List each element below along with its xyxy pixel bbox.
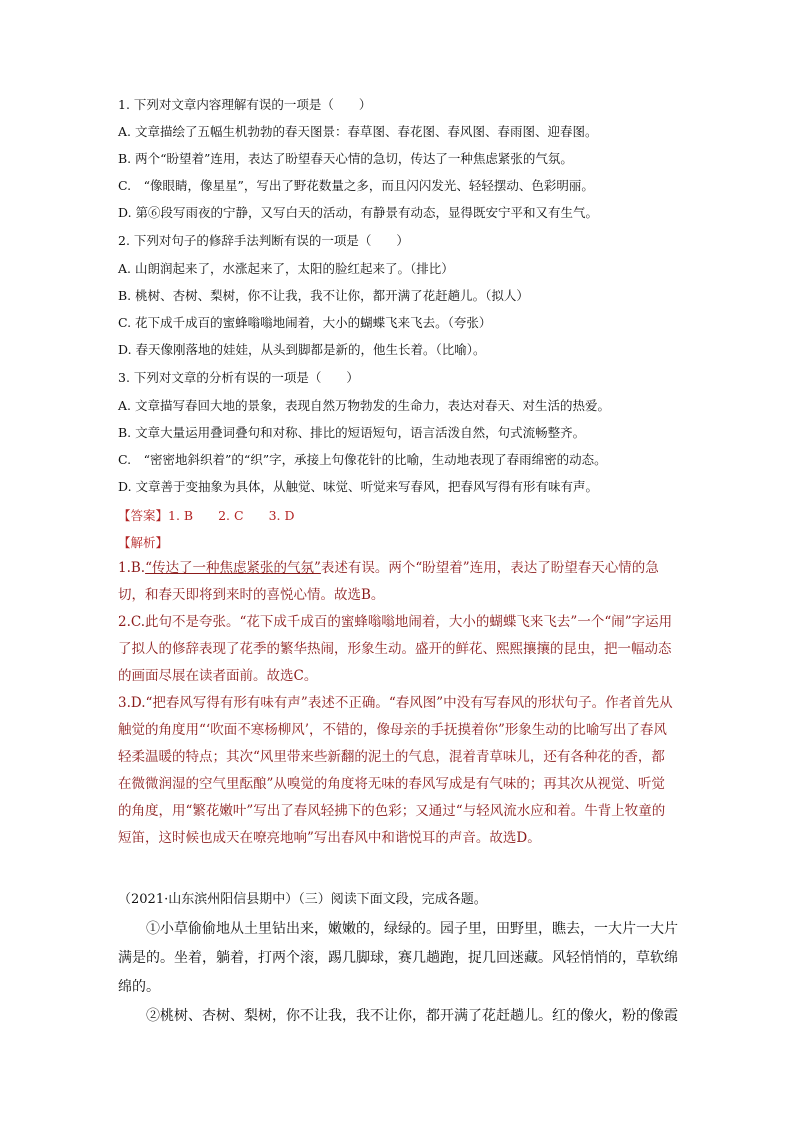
q3-option-a: A. 文章描写春回大地的景象，表现自然万物勃发的生命力，表达对春天、对生活的热爱。 [118,398,610,413]
q1-option-c: C. “像眼睛，像星星”，写出了野花数量之多，而且闪闪发光、轻轻摆动、色彩明丽。 [118,178,594,193]
analysis-item-3: 3.D.“把春风写得有形有味有声”表述不正确。“春风图”中没有写春风的形状句子。作者首先从触觉的角度用“‘吹面不寒杨柳风’，不错的，像母亲的手抚摸着你”形象生动的比喻写出了春风轻柔温暖的特点；其次“风里带来些新翻的泥土的气息，混着青草味儿，还有各种花的香，都在微微润湿的空气里酝酿”从嗅觉的角度将无味的春风写成是有气味的；再其次从视觉、听觉的角度，用“繁花嫩叶”写出了春风轻拂下的色彩；又通过“与轻风流水应和着。牛背上牧童的短笛，这时候也成天在嘹亮地响”写出春风中和谐悦耳的声音。故选D。 [118,695,673,846]
q2-option-d: D. 春天像刚落地的娃娃，从头到脚都是新的，他生长着。（比喻）。 [118,342,486,357]
analysis-item-2: 2.C.此句不是夸张。“花下成千成百的蜜蜂嗡嗡地闹着，大小的蝴蝶飞来飞去”一个“闹”字运用了拟人的修辞表现了花季的繁华热闹，形象生动。盛开的鲜花、熙熙攘攘的昆虫，把一幅动态的画面尽展在读者面前。故选C。 [118,614,673,684]
q2-option-b: B. 桃树、杏树、梨树，你不让我，我不让你，都开满了花赶趟儿。（拟人） [118,288,529,303]
q2-option-a: A. 山朗润起来了，水涨起来了，太阳的脸红起来了。（排比） [118,261,454,276]
reading-passage [118,915,678,1031]
passage-paragraph-1: ①小草偷偷地从土里钻出来，嫩嫩的，绿绿的。园子里，田野里，瞧去，一大片一大片满是的。坐着，躺着，打两个滚，踢几脚球，赛几趟跑，捉几回迷藏。风轻悄悄的，草软绵绵的。 [118,921,678,995]
analysis-label: 【解析】 [118,535,169,550]
analysis-body [118,555,678,852]
q3-option-c: C. “密密地斜织着”的“织”字，承接上句像花针的比喻，生动地表现了春雨绵密的动态。 [118,452,607,467]
passage-source: （2021·山东滨州阳信县期中）（三）阅读下面文段，完成各题。 [118,892,487,907]
q1-option-a: A. 文章描绘了五幅生机勃勃的春天图景：春草图、春花图、春风图、春雨图、迎春图。 [118,124,598,139]
answer-text: 1. B 2. C 3. D [168,508,295,523]
analysis-1-prefix: 1.B. [118,560,146,576]
q1-option-d: D. 第⑥段写雨夜的宁静，又写白天的活动，有静景有动态，显得既安宁平和又有生气。 [118,205,599,220]
q2-stem: 2. 下列对句子的修辞手法判断有误的一项是（ ） [118,233,409,248]
passage-paragraph-2: ②桃树、杏树、梨树，你不让我，我不让你，都开满了花赶趟儿。红的像火，粉的像霞 [146,1008,678,1024]
q3-option-d: D. 文章善于变抽象为具体，从触觉、味觉、听觉来写春风，把春风写得有形有味有声。 [118,479,599,494]
q3-stem: 3. 下列对文章的分析有误的一项是（ ） [118,370,359,385]
analysis-1-rest: 表述有误。两个“盼望着”连用，表达了盼望春天心情的急切，和春天即将到来时的喜悦心情。故选B。 [118,560,659,603]
q3-option-b: B. 文章大量运用叠词叠句和对称、排比的短语短句，语言活泼自然，句式流畅整齐。 [118,425,586,440]
analysis-item-1 [118,555,678,609]
q2-option-c: C. 花下成千成百的蜜蜂嗡嗡地闹着，大小的蝴蝶飞来飞去。（夸张） [118,315,492,330]
analysis-1-quote: “传达了一种焦虑紧张的气氛” [145,560,321,576]
q1-option-b: B. 两个“盼望着”连用，表达了盼望春天心情的急切，传达了一种焦虑紧张的气氛。 [118,151,573,166]
answer-line [118,503,295,529]
q1-stem: 1. 下列对文章内容理解有误的一项是（ ） [118,97,372,112]
answer-label: 【答案】 [118,508,169,523]
